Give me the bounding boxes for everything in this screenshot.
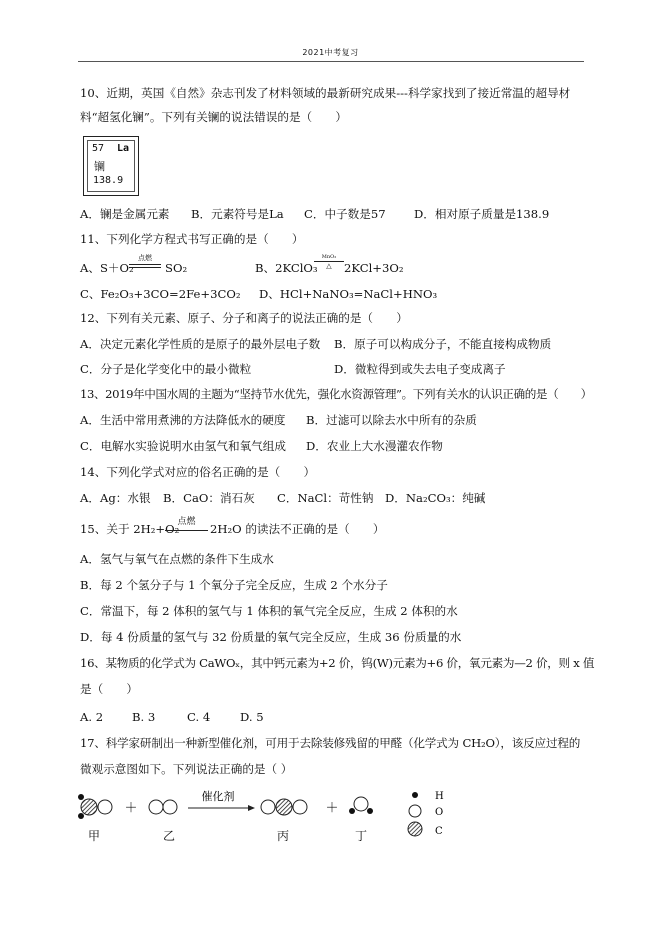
c-atom xyxy=(276,799,292,815)
molecule-bing xyxy=(261,799,307,815)
label-jia: 甲 xyxy=(88,829,101,843)
q15-option-b: B．每 2 个氢分子与 1 个氧分子完全反应，生成 2 个水分子 xyxy=(80,578,388,592)
plus-sign: ＋ xyxy=(325,801,339,816)
legend-o-symbol xyxy=(409,805,421,817)
legend-c-symbol xyxy=(408,822,422,836)
q15-condition xyxy=(165,514,208,531)
heat-symbol: △ xyxy=(326,262,332,270)
q16-stem-line2: 是（ ） xyxy=(80,682,138,696)
q17-stem-line1: 17、科学家研制出一种新型催化剂，可用于去除装修残留的甲醛（化学式为 CH₂O），该反应过程的 xyxy=(80,736,581,750)
element-symbol: La xyxy=(117,143,130,154)
q17-stem-line2: 微观示意图如下。下列说法正确的是（ ） xyxy=(80,762,293,776)
o-atom xyxy=(98,800,112,814)
q14-option-c: C．NaCl：苛性钠 xyxy=(277,491,374,505)
q12-option-b: B．原子可以构成分子，不能直接构成物质 xyxy=(334,337,552,351)
q10-option-a: A．镧是金属元素 xyxy=(80,207,170,221)
legend-c-label: C xyxy=(435,826,443,837)
molecule-ding xyxy=(349,797,373,814)
arrow-head xyxy=(248,805,255,811)
q11-a-left: A、S＋O₂ xyxy=(80,261,134,275)
q11-b-left: B、2KClO₃ xyxy=(255,261,318,275)
o-atom xyxy=(293,800,307,814)
h-atom xyxy=(349,808,355,814)
h-atom xyxy=(78,794,84,800)
q12-stem: 12、下列有关元素、原子、分子和离子的说法正确的是（ ） xyxy=(80,311,408,325)
catalyst-label: MnO₂ xyxy=(321,254,337,260)
label-bing: 丙 xyxy=(277,829,290,843)
element-name: 镧 xyxy=(94,160,105,173)
q11-stem: 11、下列化学方程式书写正确的是（ ） xyxy=(80,232,304,246)
q15-option-a: A．氢气与氧气在点燃的条件下生成水 xyxy=(80,552,274,566)
condition-label: 点燃 xyxy=(138,254,152,262)
q12-option-c: C．分子是化学变化中的最小微粒 xyxy=(80,362,252,376)
o-atom xyxy=(354,797,368,811)
h-atom xyxy=(367,808,373,814)
q11-option-c: C、Fe₂O₃+3CO=2Fe+3CO₂ xyxy=(80,287,241,301)
element-cell-lanthanum xyxy=(83,136,139,196)
q15-stem-right: 2H₂O 的读法不正确的是（ ） xyxy=(210,522,385,536)
q13-stem: 13、2019年中国水周的主题为“坚持节水优先，强化水资源管理”。下列有关水的认识正确的是（ ） xyxy=(80,387,592,401)
q15-option-c: C．常温下，每 2 体积的氢气与 1 体积的氧气完全反应，生成 2 体积的水 xyxy=(80,604,458,618)
q15-stem-left: 15、关于 2H₂+O₂ xyxy=(80,522,180,536)
q14-option-b: B．CaO：消石灰 xyxy=(163,491,255,505)
molecule-yi xyxy=(149,800,177,814)
legend-h-label: H xyxy=(435,791,444,802)
q14-option-d: D．Na₂CO₃：纯碱 xyxy=(385,491,486,505)
q14-option-a: A．Ag：水银 xyxy=(80,491,151,505)
q13-option-c: C．电解水实验说明水由氢气和氧气组成 xyxy=(80,439,286,453)
q11-option-d: D、HCl+NaNO₃=NaCl+HNO₃ xyxy=(259,287,438,301)
c-atom xyxy=(81,799,97,815)
q11-b-condition xyxy=(314,252,344,270)
q16-option-a: A. 2 xyxy=(80,710,104,724)
label-yi: 乙 xyxy=(163,829,176,843)
q12-option-a: A．决定元素化学性质的是原子的最外层电子数 xyxy=(80,337,321,351)
q16-stem-line1: 16、某物质的化学式为 CaWOₓ，其中钙元素为+2 价，钨(W)元素为+6 价，氧元素为—2 价，则 x 值 xyxy=(80,656,595,670)
q15-option-d: D．每 4 份质量的氢气与 32 份质量的氧气完全反应，生成 36 份质量的水 xyxy=(80,630,462,644)
q11-a-right: SO₂ xyxy=(165,261,188,275)
q13-option-d: D．农业上大水漫灌农作物 xyxy=(306,439,443,453)
page-header: 2021中考复习 xyxy=(302,48,359,57)
reaction-diagram xyxy=(70,785,470,840)
o-atom xyxy=(163,800,177,814)
q11-a-condition xyxy=(129,253,161,268)
atomic-mass: 138.9 xyxy=(93,175,124,186)
molecule-jia xyxy=(78,794,112,819)
q10-stem-line1: 10、近期，英国《自然》杂志刊发了材料领域的最新研究成果---科学家找到了接近常温的超导材 xyxy=(80,86,571,100)
legend-h-symbol xyxy=(412,792,418,798)
q13-option-b: B．过滤可以除去水中所有的杂质 xyxy=(306,413,477,427)
q16-option-d: D. 5 xyxy=(240,710,264,724)
q13-option-a: A．生活中常用煮沸的方法降低水的硬度 xyxy=(80,413,286,427)
plus-sign: ＋ xyxy=(124,801,138,816)
header-rule xyxy=(78,61,584,62)
atomic-number: 57 xyxy=(92,143,105,154)
legend-o-label: O xyxy=(435,807,444,818)
o-atom xyxy=(149,800,163,814)
q10-option-d: D．相对原子质量是138.9 xyxy=(414,207,550,221)
q11-b-right: 2KCl+3O₂ xyxy=(344,261,404,275)
q10-stem-line2: 料“超氢化镧”。下列有关镧的说法错误的是（ ） xyxy=(80,110,347,124)
h-atom xyxy=(78,813,84,819)
q14-stem: 14、下列化学式对应的俗名正确的是（ ） xyxy=(80,465,316,479)
o-atom xyxy=(261,800,275,814)
q10-option-c: C．中子数是57 xyxy=(304,207,386,221)
q16-option-b: B. 3 xyxy=(132,710,156,724)
q16-option-c: C. 4 xyxy=(187,710,211,724)
label-ding: 丁 xyxy=(355,829,368,843)
q12-option-d: D．微粒得到或失去电子变成离子 xyxy=(334,362,506,376)
q10-option-b: B．元素符号是La xyxy=(191,207,284,221)
condition-label: 点燃 xyxy=(177,517,196,527)
catalyst-label: 催化剂 xyxy=(201,790,235,803)
